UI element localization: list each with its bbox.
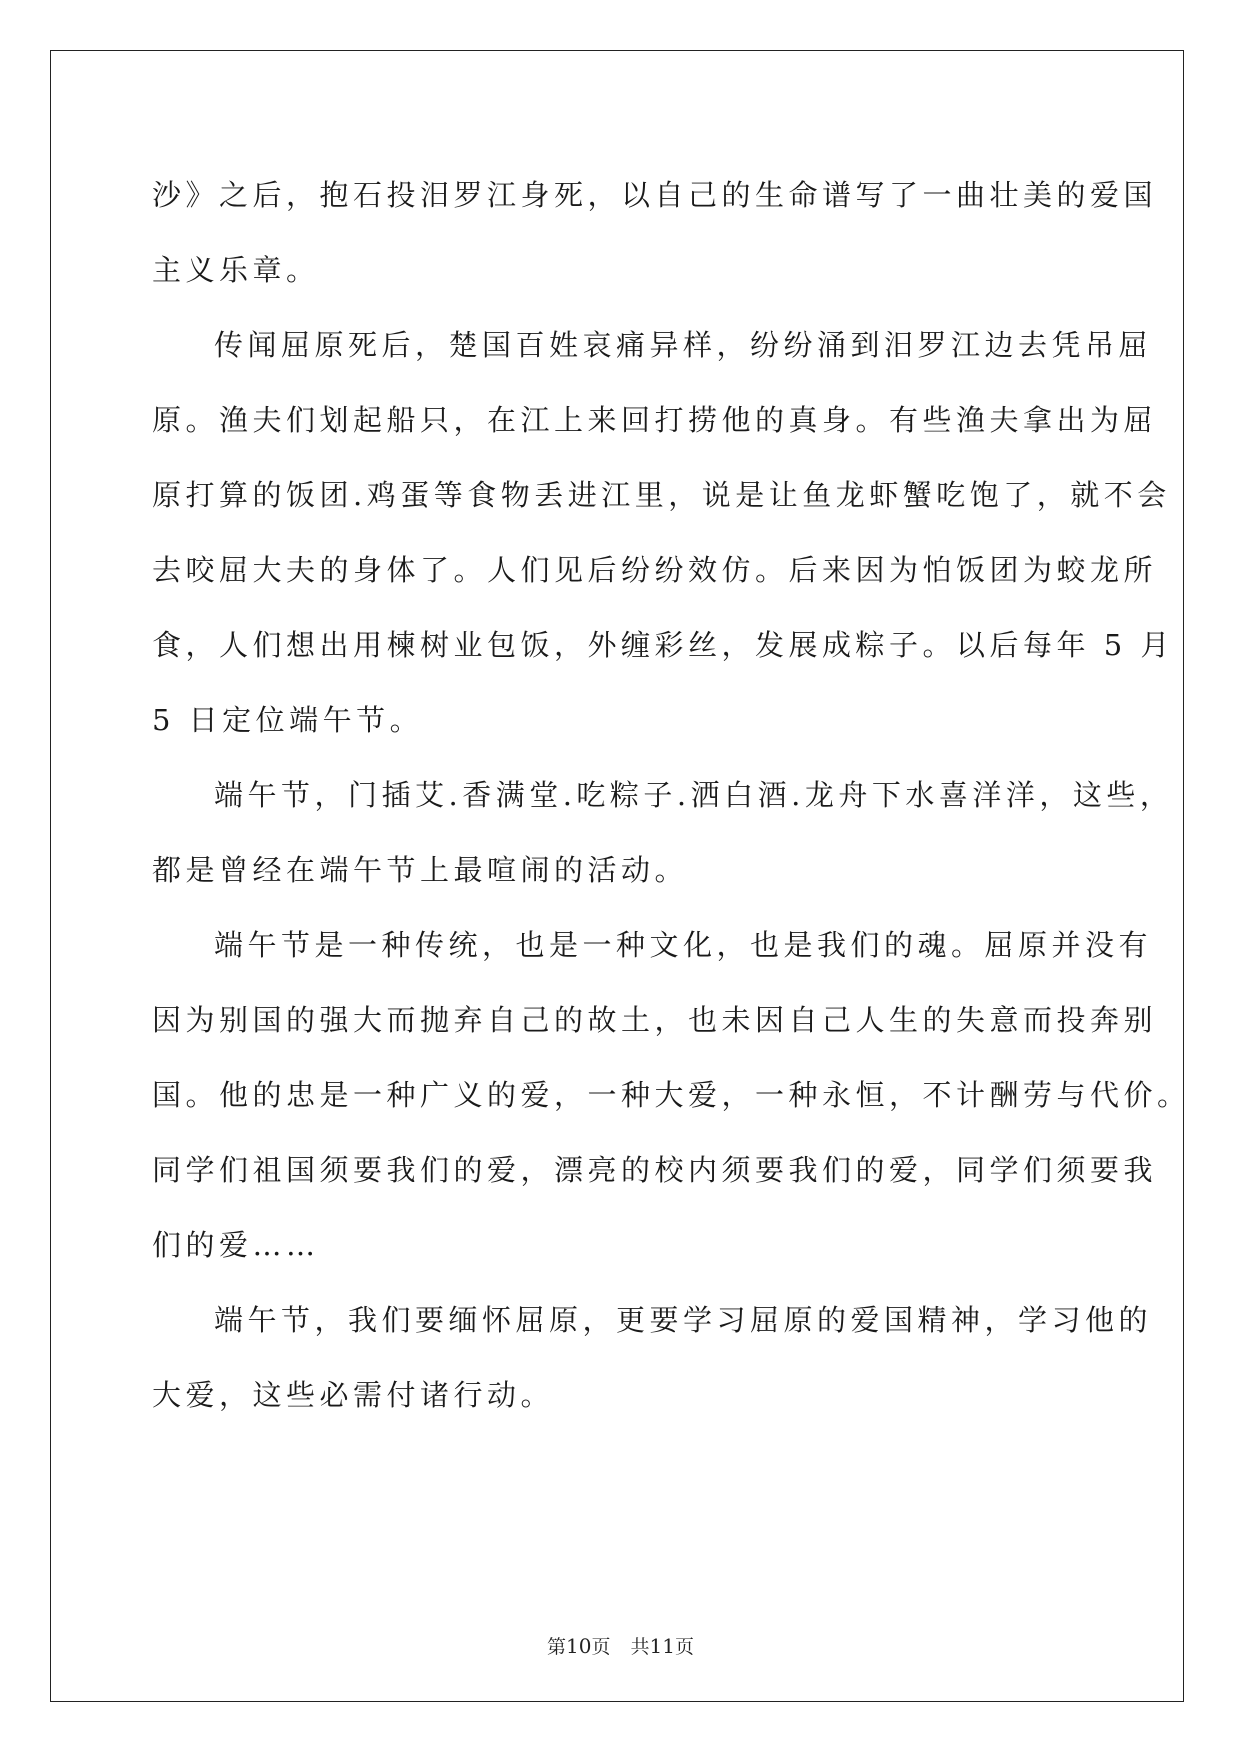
page-number-current: 10 [566,1634,592,1658]
page-number-prefix: 第 [547,1636,567,1658]
total-pages-prefix: 共 [630,1636,650,1658]
text-line: 国。他的忠是一种广义的爱，一种大爱，一种永恒，不计酬劳与代价。 [152,1078,1191,1112]
text-line: 因为别国的强大而抛弃自己的故土，也未因自己人生的失意而投奔别 [152,1003,1158,1037]
text-line: 端午节，我们要缅怀屈原，更要学习屈原的爱国精神，学习他的 [214,1303,1153,1337]
total-pages-suffix: 页 [674,1636,694,1658]
text-line: 食，人们想出用楝树业包饭，外缠彩丝，发展成粽子。以后每年 5 月 [152,628,1174,662]
page-footer [0,1634,1241,1659]
text-line: 沙》之后，抱石投汨罗江身死，以自己的生命谱写了一曲壮美的爱国 [152,178,1158,212]
text-line: 主义乐章。 [152,253,320,287]
text-line: 5 日定位端午节。 [152,703,424,737]
text-line: 去咬屈大夫的身体了。人们见后纷纷效仿。后来因为怕饭团为蛟龙所 [152,553,1158,587]
text-line: 原打算的饭团.鸡蛋等食物丢进江里，说是让鱼龙虾蟹吃饱了，就不会 [152,478,1171,512]
text-line: 端午节，门插艾.香满堂.吃粽子.洒白酒.龙舟下水喜洋洋，这些， [214,778,1174,812]
document-body [152,158,1191,1433]
text-line: 原。渔夫们划起船只，在江上来回打捞他的真身。有些渔夫拿出为屈 [152,403,1158,437]
text-line: 们的爱…… [152,1228,320,1262]
text-line: 大爱，这些必需付诸行动。 [152,1378,555,1412]
page-number-suffix: 页 [591,1636,611,1658]
text-line: 都是曾经在端午节上最喧闹的活动。 [152,853,689,887]
text-line: 端午节是一种传统，也是一种文化，也是我们的魂。屈原并没有 [214,928,1153,962]
text-line: 同学们祖国须要我们的爱，漂亮的校内须要我们的爱，同学们须要我 [152,1153,1158,1187]
text-line: 传闻屈原死后，楚国百姓哀痛异样，纷纷涌到汨罗江边去凭吊屈 [214,328,1153,362]
total-pages-count: 11 [649,1634,675,1658]
